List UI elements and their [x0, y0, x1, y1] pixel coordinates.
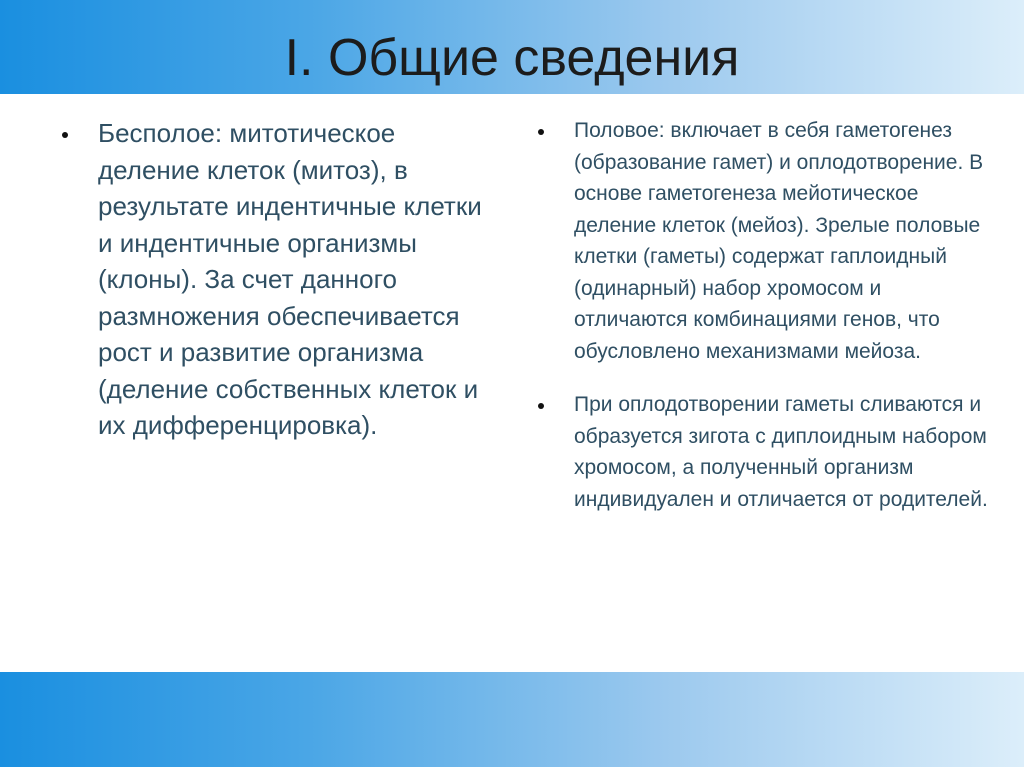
bullet-icon — [538, 403, 544, 409]
list-item-text: Половое: включает в себя гаметогенез (образование гамет) и оплодотворение. В основе гаметогенеза мейотическое деление клеток (мейоз). Зрелые половые клетки (гаметы) содержат гаплоидный (одинарный) набор хромосом и отличаются комбинациями генов, что обусловлено механизмами мейоза. — [574, 119, 984, 363]
list-item-fertilization — [538, 389, 988, 515]
left-column — [62, 115, 502, 444]
bullet-icon — [538, 129, 544, 135]
list-item-text: Бесполое: митотическое деление клеток (митоз), в результате индентичные клетки и индентичные организмы (клоны). За счет данного размножения обеспечивается рост и развитие организма (деление собственных клеток и их дифференцировка). — [98, 118, 482, 440]
slide-title: I. Общие сведения — [284, 29, 740, 87]
right-column — [538, 115, 988, 515]
bullet-icon — [62, 132, 68, 138]
list-item-asexual — [62, 115, 502, 444]
list-item-sexual — [538, 115, 988, 367]
list-item-text: При оплодотворении гаметы сливаются и образуется зигота с диплоидным набором хромосом, а полученный организм индивидуален и отличается от родителей. — [574, 393, 988, 511]
footer-band — [0, 672, 1024, 767]
